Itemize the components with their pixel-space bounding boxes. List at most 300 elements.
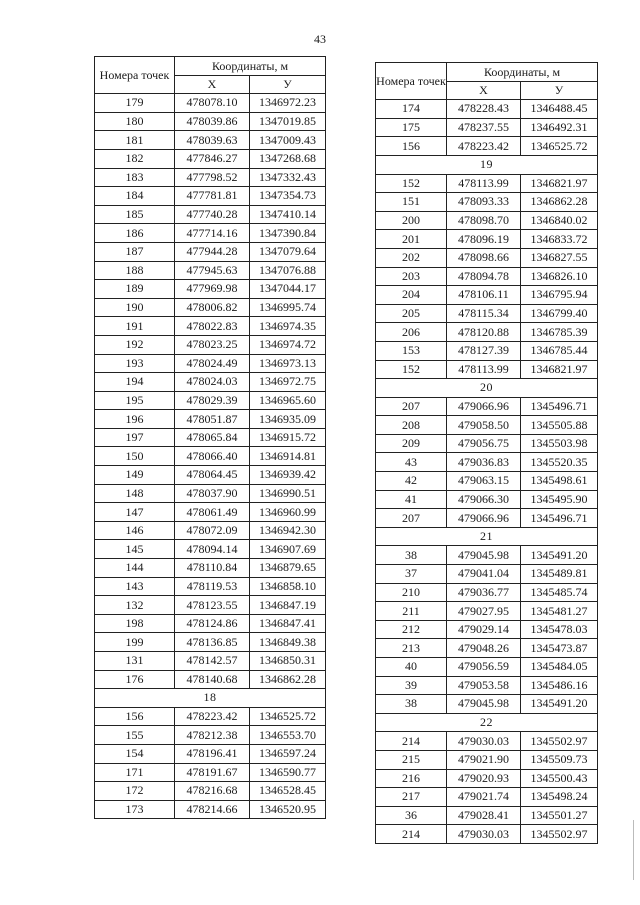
table-row [376, 602, 598, 621]
y-coordinate-cell: 1346960.99 [250, 503, 326, 522]
header-point-number: Номера точек [376, 63, 447, 100]
coordinates-table-right [375, 62, 598, 844]
x-coordinate-cell: 478094.78 [447, 267, 521, 286]
point-number-cell: 195 [95, 391, 175, 410]
y-coordinate-cell: 1345502.97 [521, 825, 598, 844]
y-coordinate-cell: 1346942.30 [250, 521, 326, 540]
point-number-cell: 37 [376, 565, 447, 584]
table-row [95, 131, 326, 150]
table-row [95, 596, 326, 615]
table-row [376, 193, 598, 212]
table-row [95, 205, 326, 224]
page-number: 43 [314, 32, 326, 46]
table-row [376, 565, 598, 584]
x-coordinate-cell: 477714.16 [175, 224, 250, 243]
point-number-cell: 186 [95, 224, 175, 243]
table-row [95, 149, 326, 168]
x-coordinate-cell: 478039.86 [175, 112, 250, 131]
table-row [376, 695, 598, 714]
point-number-cell: 208 [376, 416, 447, 435]
y-coordinate-cell: 1345491.20 [521, 695, 598, 714]
point-number-cell: 175 [376, 118, 447, 137]
y-coordinate-cell: 1345498.61 [521, 472, 598, 491]
header-x: X [447, 81, 521, 100]
table-row [95, 447, 326, 466]
table-row [95, 763, 326, 782]
table-row [376, 509, 598, 528]
point-number-cell: 184 [95, 187, 175, 206]
table-row [376, 211, 598, 230]
table-row [376, 769, 598, 788]
y-coordinate-cell: 1346795.94 [521, 286, 598, 305]
x-coordinate-cell: 478098.66 [447, 248, 521, 267]
table-row [95, 187, 326, 206]
section-number: 20 [376, 379, 598, 398]
point-number-cell: 192 [95, 335, 175, 354]
table-row [376, 453, 598, 472]
x-coordinate-cell: 479030.03 [447, 732, 521, 751]
table-row [376, 620, 598, 639]
y-coordinate-cell: 1346590.77 [250, 763, 326, 782]
y-coordinate-cell: 1345478.03 [521, 620, 598, 639]
point-number-cell: 42 [376, 472, 447, 491]
x-coordinate-cell: 478094.14 [175, 540, 250, 559]
table-row [376, 434, 598, 453]
point-number-cell: 200 [376, 211, 447, 230]
point-number-cell: 149 [95, 466, 175, 485]
y-coordinate-cell: 1347044.17 [250, 280, 326, 299]
x-coordinate-cell: 479021.90 [447, 750, 521, 769]
y-coordinate-cell: 1347268.68 [250, 149, 326, 168]
y-coordinate-cell: 1345505.88 [521, 416, 598, 435]
table-row [95, 540, 326, 559]
y-coordinate-cell: 1346973.13 [250, 354, 326, 373]
y-coordinate-cell: 1345500.43 [521, 769, 598, 788]
point-number-cell: 40 [376, 658, 447, 677]
x-coordinate-cell: 477944.28 [175, 242, 250, 261]
y-coordinate-cell: 1345489.81 [521, 565, 598, 584]
point-number-cell: 156 [376, 137, 447, 156]
table-row [95, 354, 326, 373]
y-coordinate-cell: 1346597.24 [250, 744, 326, 763]
table-row [95, 280, 326, 299]
header-coordinates: Координаты, м [447, 63, 598, 82]
y-coordinate-cell: 1346974.35 [250, 317, 326, 336]
x-coordinate-cell: 478065.84 [175, 428, 250, 447]
y-coordinate-cell: 1346826.10 [521, 267, 598, 286]
table-row [95, 466, 326, 485]
point-number-cell: 206 [376, 323, 447, 342]
point-number-cell: 147 [95, 503, 175, 522]
header-y: У [521, 81, 598, 100]
table-row [376, 248, 598, 267]
x-coordinate-cell: 478023.25 [175, 335, 250, 354]
y-coordinate-cell: 1346850.31 [250, 652, 326, 671]
header-y: У [250, 75, 326, 94]
table-row [95, 782, 326, 801]
x-coordinate-cell: 478096.19 [447, 230, 521, 249]
point-number-cell: 204 [376, 286, 447, 305]
point-number-cell: 155 [95, 726, 175, 745]
point-number-cell: 152 [376, 360, 447, 379]
y-coordinate-cell: 1345486.16 [521, 676, 598, 695]
point-number-cell: 172 [95, 782, 175, 801]
x-coordinate-cell: 478106.11 [447, 286, 521, 305]
x-coordinate-cell: 479058.50 [447, 416, 521, 435]
table-row [376, 546, 598, 565]
y-coordinate-cell: 1346974.72 [250, 335, 326, 354]
y-coordinate-cell: 1345502.97 [521, 732, 598, 751]
section-number: 19 [376, 155, 598, 174]
y-coordinate-cell: 1347076.88 [250, 261, 326, 280]
x-coordinate-cell: 479056.59 [447, 658, 521, 677]
section-row [376, 713, 598, 732]
y-coordinate-cell: 1345485.74 [521, 583, 598, 602]
x-coordinate-cell: 479036.77 [447, 583, 521, 602]
y-coordinate-cell: 1346821.97 [521, 174, 598, 193]
point-number-cell: 203 [376, 267, 447, 286]
point-number-cell: 143 [95, 577, 175, 596]
x-coordinate-cell: 478029.39 [175, 391, 250, 410]
table-row [376, 732, 598, 751]
point-number-cell: 176 [95, 670, 175, 689]
x-coordinate-cell: 478006.82 [175, 298, 250, 317]
x-coordinate-cell: 479056.75 [447, 434, 521, 453]
point-number-cell: 153 [376, 341, 447, 360]
x-coordinate-cell: 479048.26 [447, 639, 521, 658]
y-coordinate-cell: 1347019.85 [250, 112, 326, 131]
x-coordinate-cell: 478223.42 [447, 137, 521, 156]
point-number-cell: 151 [376, 193, 447, 212]
y-coordinate-cell: 1346915.72 [250, 428, 326, 447]
y-coordinate-cell: 1346862.28 [250, 670, 326, 689]
table-row [95, 335, 326, 354]
y-coordinate-cell: 1346785.39 [521, 323, 598, 342]
table-row [376, 137, 598, 156]
point-number-cell: 196 [95, 410, 175, 429]
table-row [95, 633, 326, 652]
y-coordinate-cell: 1346821.97 [521, 360, 598, 379]
y-coordinate-cell: 1347390.84 [250, 224, 326, 243]
y-coordinate-cell: 1346914.81 [250, 447, 326, 466]
point-number-cell: 144 [95, 559, 175, 578]
table-row [376, 583, 598, 602]
x-coordinate-cell: 478093.33 [447, 193, 521, 212]
x-coordinate-cell: 478078.10 [175, 94, 250, 113]
x-coordinate-cell: 478037.90 [175, 484, 250, 503]
point-number-cell: 202 [376, 248, 447, 267]
point-number-cell: 150 [95, 447, 175, 466]
point-number-cell: 38 [376, 695, 447, 714]
point-number-cell: 207 [376, 397, 447, 416]
y-coordinate-cell: 1347332.43 [250, 168, 326, 187]
y-coordinate-cell: 1346990.51 [250, 484, 326, 503]
point-number-cell: 179 [95, 94, 175, 113]
table-row [95, 391, 326, 410]
table-row [95, 744, 326, 763]
section-row [95, 689, 326, 708]
point-number-cell: 132 [95, 596, 175, 615]
x-coordinate-cell: 479066.30 [447, 490, 521, 509]
x-coordinate-cell: 478072.09 [175, 521, 250, 540]
x-coordinate-cell: 478140.68 [175, 670, 250, 689]
point-number-cell: 211 [376, 602, 447, 621]
x-coordinate-cell: 479066.96 [447, 509, 521, 528]
x-coordinate-cell: 479036.83 [447, 453, 521, 472]
point-number-cell: 210 [376, 583, 447, 602]
point-number-cell: 148 [95, 484, 175, 503]
x-coordinate-cell: 478113.99 [447, 174, 521, 193]
y-coordinate-cell: 1346488.45 [521, 100, 598, 119]
x-coordinate-cell: 478136.85 [175, 633, 250, 652]
table-row [95, 168, 326, 187]
point-number-cell: 191 [95, 317, 175, 336]
point-number-cell: 214 [376, 825, 447, 844]
x-coordinate-cell: 479027.95 [447, 602, 521, 621]
x-coordinate-cell: 477945.63 [175, 261, 250, 280]
y-coordinate-cell: 1346907.69 [250, 540, 326, 559]
point-number-cell: 188 [95, 261, 175, 280]
x-coordinate-cell: 478110.84 [175, 559, 250, 578]
point-number-cell: 194 [95, 373, 175, 392]
x-coordinate-cell: 478127.39 [447, 341, 521, 360]
x-coordinate-cell: 479053.58 [447, 676, 521, 695]
section-number: 21 [376, 527, 598, 546]
table-body [376, 100, 598, 844]
y-coordinate-cell: 1345503.98 [521, 434, 598, 453]
y-coordinate-cell: 1346847.41 [250, 614, 326, 633]
point-number-cell: 145 [95, 540, 175, 559]
x-coordinate-cell: 478022.83 [175, 317, 250, 336]
x-coordinate-cell: 477846.27 [175, 149, 250, 168]
table-row [376, 341, 598, 360]
table-row [95, 726, 326, 745]
y-coordinate-cell: 1346862.28 [521, 193, 598, 212]
x-coordinate-cell: 479041.04 [447, 565, 521, 584]
y-coordinate-cell: 1346840.02 [521, 211, 598, 230]
y-coordinate-cell: 1346972.75 [250, 373, 326, 392]
table-row [95, 559, 326, 578]
y-coordinate-cell: 1346520.95 [250, 800, 326, 819]
point-number-cell: 38 [376, 546, 447, 565]
x-coordinate-cell: 477781.81 [175, 187, 250, 206]
point-number-cell: 183 [95, 168, 175, 187]
point-number-cell: 217 [376, 788, 447, 807]
x-coordinate-cell: 479020.93 [447, 769, 521, 788]
table-row [95, 614, 326, 633]
x-coordinate-cell: 477740.28 [175, 205, 250, 224]
x-coordinate-cell: 479021.74 [447, 788, 521, 807]
point-number-cell: 185 [95, 205, 175, 224]
section-row [376, 379, 598, 398]
y-coordinate-cell: 1346833.72 [521, 230, 598, 249]
table-row [95, 577, 326, 596]
header-coordinates: Координаты, м [175, 57, 326, 76]
x-coordinate-cell: 478113.99 [447, 360, 521, 379]
table-row [376, 360, 598, 379]
x-coordinate-cell: 478142.57 [175, 652, 250, 671]
section-number: 22 [376, 713, 598, 732]
point-number-cell: 215 [376, 750, 447, 769]
y-coordinate-cell: 1345520.35 [521, 453, 598, 472]
table-row [376, 174, 598, 193]
table-row [376, 230, 598, 249]
point-number-cell: 174 [376, 100, 447, 119]
table-row [95, 521, 326, 540]
point-number-cell: 171 [95, 763, 175, 782]
coordinates-table-left [94, 56, 326, 819]
point-number-cell: 43 [376, 453, 447, 472]
point-number-cell: 39 [376, 676, 447, 695]
table-row [376, 267, 598, 286]
x-coordinate-cell: 479028.41 [447, 806, 521, 825]
point-number-cell: 173 [95, 800, 175, 819]
point-number-cell: 212 [376, 620, 447, 639]
header-x: X [175, 75, 250, 94]
point-number-cell: 41 [376, 490, 447, 509]
y-coordinate-cell: 1345509.73 [521, 750, 598, 769]
y-coordinate-cell: 1346972.23 [250, 94, 326, 113]
y-coordinate-cell: 1346849.38 [250, 633, 326, 652]
y-coordinate-cell: 1345491.20 [521, 546, 598, 565]
y-coordinate-cell: 1345484.05 [521, 658, 598, 677]
table-row [376, 286, 598, 305]
section-row [376, 155, 598, 174]
x-coordinate-cell: 478115.34 [447, 304, 521, 323]
x-coordinate-cell: 478214.66 [175, 800, 250, 819]
table-row [376, 100, 598, 119]
table-row [376, 490, 598, 509]
table-row [95, 428, 326, 447]
table-row [376, 658, 598, 677]
y-coordinate-cell: 1346858.10 [250, 577, 326, 596]
point-number-cell: 187 [95, 242, 175, 261]
point-number-cell: 193 [95, 354, 175, 373]
table-body [95, 94, 326, 819]
y-coordinate-cell: 1345498.24 [521, 788, 598, 807]
scan-edge-mark [633, 820, 634, 880]
table-row [376, 806, 598, 825]
table-row [95, 242, 326, 261]
x-coordinate-cell: 479029.14 [447, 620, 521, 639]
table-row [376, 639, 598, 658]
x-coordinate-cell: 478061.49 [175, 503, 250, 522]
y-coordinate-cell: 1345481.27 [521, 602, 598, 621]
point-number-cell: 152 [376, 174, 447, 193]
table-row [95, 261, 326, 280]
y-coordinate-cell: 1346935.09 [250, 410, 326, 429]
x-coordinate-cell: 478119.53 [175, 577, 250, 596]
header-point-number: Номера точек [95, 57, 175, 94]
point-number-cell: 205 [376, 304, 447, 323]
y-coordinate-cell: 1347410.14 [250, 205, 326, 224]
y-coordinate-cell: 1346965.60 [250, 391, 326, 410]
table-row [95, 670, 326, 689]
x-coordinate-cell: 477798.52 [175, 168, 250, 187]
section-row [376, 527, 598, 546]
y-coordinate-cell: 1346492.31 [521, 118, 598, 137]
x-coordinate-cell: 478123.55 [175, 596, 250, 615]
y-coordinate-cell: 1347354.73 [250, 187, 326, 206]
y-coordinate-cell: 1345501.27 [521, 806, 598, 825]
table-row [376, 118, 598, 137]
y-coordinate-cell: 1346525.72 [521, 137, 598, 156]
table-row [95, 503, 326, 522]
x-coordinate-cell: 479030.03 [447, 825, 521, 844]
y-coordinate-cell: 1345496.71 [521, 397, 598, 416]
x-coordinate-cell: 478051.87 [175, 410, 250, 429]
x-coordinate-cell: 478223.42 [175, 707, 250, 726]
x-coordinate-cell: 477969.98 [175, 280, 250, 299]
table-header-row [376, 63, 598, 82]
point-number-cell: 198 [95, 614, 175, 633]
table-row [376, 416, 598, 435]
point-number-cell: 131 [95, 652, 175, 671]
x-coordinate-cell: 478039.63 [175, 131, 250, 150]
y-coordinate-cell: 1346785.44 [521, 341, 598, 360]
point-number-cell: 199 [95, 633, 175, 652]
x-coordinate-cell: 478024.03 [175, 373, 250, 392]
point-number-cell: 207 [376, 509, 447, 528]
x-coordinate-cell: 479045.98 [447, 546, 521, 565]
y-coordinate-cell: 1346995.74 [250, 298, 326, 317]
point-number-cell: 214 [376, 732, 447, 751]
x-coordinate-cell: 478191.67 [175, 763, 250, 782]
table-row [95, 652, 326, 671]
section-number: 18 [95, 689, 326, 708]
table-row [376, 472, 598, 491]
point-number-cell: 213 [376, 639, 447, 658]
x-coordinate-cell: 478228.43 [447, 100, 521, 119]
table-row [95, 94, 326, 113]
y-coordinate-cell: 1347079.64 [250, 242, 326, 261]
x-coordinate-cell: 478216.68 [175, 782, 250, 801]
table-row [376, 750, 598, 769]
table-row [95, 298, 326, 317]
y-coordinate-cell: 1346879.65 [250, 559, 326, 578]
point-number-cell: 181 [95, 131, 175, 150]
point-number-cell: 209 [376, 434, 447, 453]
table-header-row [95, 57, 326, 76]
table-row [95, 224, 326, 243]
x-coordinate-cell: 478212.38 [175, 726, 250, 745]
x-coordinate-cell: 479066.96 [447, 397, 521, 416]
x-coordinate-cell: 478064.45 [175, 466, 250, 485]
table-row [95, 707, 326, 726]
y-coordinate-cell: 1346553.70 [250, 726, 326, 745]
table-row [376, 397, 598, 416]
point-number-cell: 216 [376, 769, 447, 788]
point-number-cell: 201 [376, 230, 447, 249]
table-row [376, 676, 598, 695]
y-coordinate-cell: 1346525.72 [250, 707, 326, 726]
y-coordinate-cell: 1346939.42 [250, 466, 326, 485]
point-number-cell: 146 [95, 521, 175, 540]
x-coordinate-cell: 478237.55 [447, 118, 521, 137]
x-coordinate-cell: 478196.41 [175, 744, 250, 763]
x-coordinate-cell: 478120.88 [447, 323, 521, 342]
table-row [95, 317, 326, 336]
x-coordinate-cell: 478098.70 [447, 211, 521, 230]
y-coordinate-cell: 1345496.71 [521, 509, 598, 528]
y-coordinate-cell: 1345473.87 [521, 639, 598, 658]
y-coordinate-cell: 1347009.43 [250, 131, 326, 150]
table-row [95, 410, 326, 429]
table-row [95, 112, 326, 131]
y-coordinate-cell: 1346847.19 [250, 596, 326, 615]
x-coordinate-cell: 478124.86 [175, 614, 250, 633]
x-coordinate-cell: 479063.15 [447, 472, 521, 491]
